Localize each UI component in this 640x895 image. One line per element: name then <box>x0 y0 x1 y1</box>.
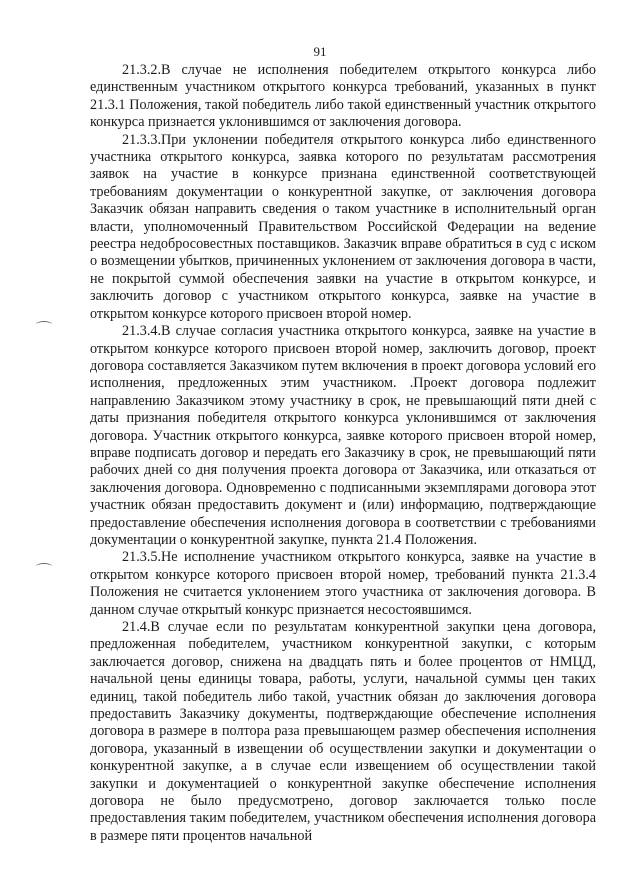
document-body <box>90 62 596 845</box>
margin-hole-mark <box>36 563 52 570</box>
paragraph-21-3-4: 21.3.4.В случае согласия участника открытого конкурса, заявке на участие в открытом конкурсе которого присвоен второй номер, заключить договор, проект договора составляется Заказчиком путем включения в проект договора условий его исполнения, предложенных этим участником. .Проект договора подлежит направлению Заказчиком этому участнику в срок, не превышающий пяти дней с даты признания победителя открытого конкурса уклонившимся от заключения договора. Участник открытого конкурса, заявке которого присвоен второй номер, вправе подписать договор и передать его Заказчику в срок, не превышающий пяти рабочих дней со дня получения проекта договора от Заказчика, или отказаться от заключения договора. Одновременно с подписанными экземплярами договора этот участник обязан предоставить документ и (или) информацию, подтверждающие предоставление обеспечения исполнения договора в соответствии с требованиями документации о конкурентной закупке, пункта 21.4 Положения. <box>90 323 596 548</box>
margin-hole-mark <box>36 321 52 328</box>
paragraph-21-3-3: 21.3.3.При уклонении победителя открытого конкурса либо единственного участника открытого конкурса, заявка которого по результатам рассмотрения заявок на участие в конкурсе признана единственной соответствующей требованиям документации о конкурентной закупке, от заключения договора Заказчик обязан направить сведения о таком участнике в исполнительный орган власти, уполномоченный Правительством Российской Федерации на ведение реестра недобросовестных поставщиков. Заказчик вправе обратиться в суд с иском о возмещении убытков, причиненных уклонением от заключения договора в части, не покрытой суммой обеспечения заявки на участие в открытом конкурсе, и заключить договор с участником открытого конкурса, заявке на участие в открытом конкурсе которого присвоен второй номер. <box>90 131 596 322</box>
paragraph-21-3-5: 21.3.5.Не исполнение участником открытого конкурса, заявке на участие в открытом конкурсе которого присвоен второй номер, требований пункта 21.3.4 Положения не считается уклонением этого участника от заключения договора. В данном случае открытый конкурс признается несостоявшимся. <box>90 549 596 618</box>
page-number: 91 <box>313 44 327 59</box>
paragraph-21-3-2: 21.3.2.В случае не исполнения победителем открытого конкурса либо единственным участником открытого конкурса требований, указанных в пункт 21.3.1 Положения, такой победитель либо такой единственный участник открытого конкурса признается уклонившимся от заключения договора. <box>90 62 596 131</box>
paragraph-21-4: 21.4.В случае если по результатам конкурентной закупки цена договора, предложенная победителем, участником конкурентной закупки, с которым заключается договор, снижена на двадцать пять и более процентов от НМЦД, начальной цены единицы товара, работы, услуги, начальной суммы цен таких единиц, такой победитель либо такой, участник обязан до заключения договора предоставить Заказчику документы, подтверждающие обеспечение исполнения договора в размере в полтора раза превышающем размер обеспечения исполнения договора, указанный в извещении об осуществлении закупки и документации о конкурентной закупке, а в случае если извещением об осуществлении такой закупки и документацией о конкурентной закупке обеспечение исполнения договора не было предусмотрено, договор заключается только после предоставления таким победителем, участником обеспечения исполнения договора в размере пяти процентов начальной <box>90 619 596 844</box>
